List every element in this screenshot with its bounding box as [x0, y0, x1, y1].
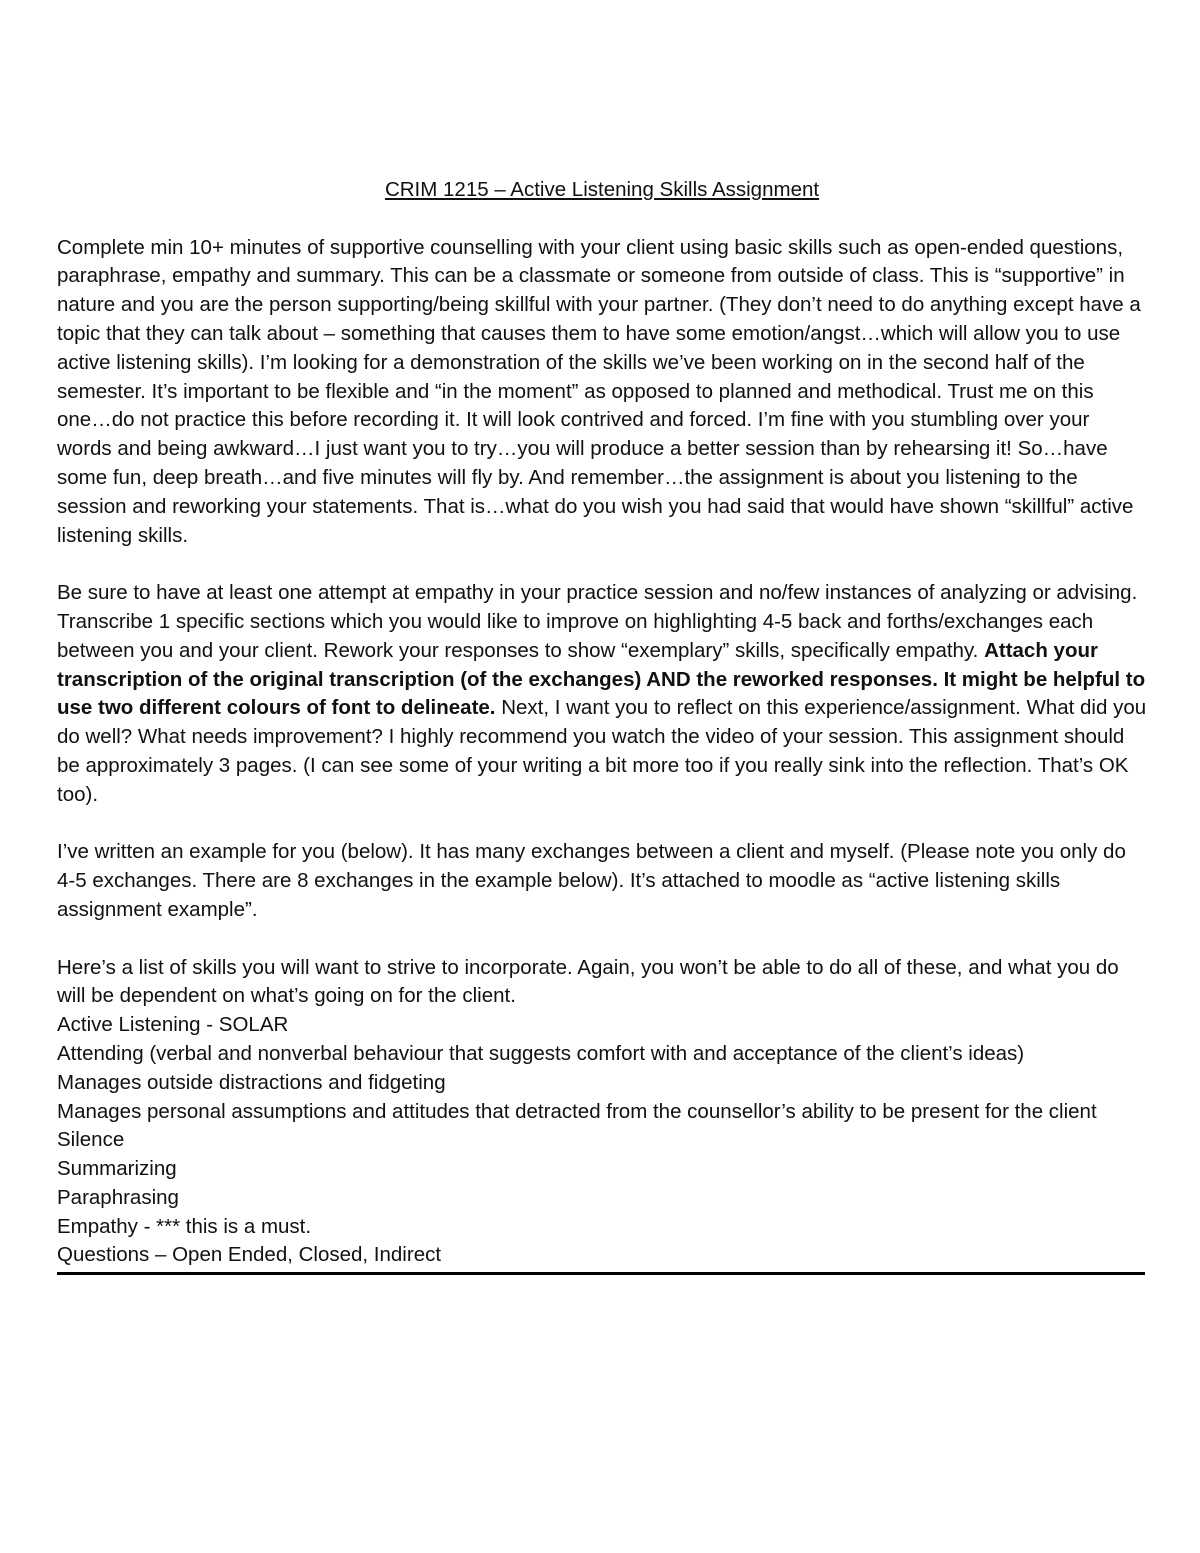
list-item: Questions – Open Ended, Closed, Indirect	[57, 1243, 442, 1267]
example-paragraph: I’ve written an example for you (below). It has many exchanges between a client and myself. (Please note you only do 4-5 exchanges. There are 8 exchanges in the example below). It’s attached to moodle as “active listening skills assignment example”.	[57, 840, 1126, 921]
skills-list	[57, 1011, 1147, 1270]
list-item: Summarizing	[57, 1157, 177, 1181]
skills-intro-paragraph: Here’s a list of skills you will want to strive to incorporate. Again, you won’t be able to do all of these, and what you do will be dependent on what’s going on for the client.	[57, 955, 1119, 1008]
instructions-text-end: Next, I want you to reflect on this experience/assignment. What did you do well? What needs improvement? I highly recommend you watch the video of your session. This assignment should be approximately 3 pages. (I can see some of your writing a bit more too if you really sink into the reflection. That’s OK too).	[57, 696, 1147, 806]
list-item: Manages personal assumptions and attitudes that detracted from the counsellor’s ability to be present for the client	[57, 1099, 1097, 1123]
instructions-bold-text: Attach your transcription of the original transcription (of the exchanges) AND the reworked responses. It might be helpful to use two different colours of font to delineate.	[57, 638, 1146, 720]
list-item: Empathy - *** this is a must.	[57, 1214, 312, 1238]
list-item: Silence	[57, 1128, 125, 1152]
list-item: Attending (verbal and nonverbal behaviour that suggests comfort with and acceptance of the client’s ideas)	[57, 1041, 1025, 1065]
list-item: Manages outside distractions and fidgeting	[57, 1070, 446, 1094]
document-body	[57, 176, 1147, 1275]
list-item: Paraphrasing	[57, 1185, 179, 1209]
horizontal-rule	[57, 1272, 1145, 1275]
instructions-paragraph	[57, 579, 1147, 809]
list-item: Active Listening - SOLAR	[57, 1013, 289, 1037]
intro-paragraph: Complete min 10+ minutes of supportive counselling with your client using basic skills such as open-ended questions, paraphrase, empathy and summary. This can be a classmate or someone from outside of class. This is “supportive” in nature and you are the person supporting/being skillful with your partner. (They don’t need to do anything except have a topic that they can talk about – something that causes them to have some emotion/angst…which will allow you to use active listening skills). I’m looking for a demonstration of the skills we’ve been working on in the second half of the semester. It’s important to be flexible and “in the moment” as opposed to planned and methodical. Trust me on this one…do not practice this before recording it. It will look contrived and forced. I’m fine with you stumbling over your words and being awkward…I just want you to try…you will produce a better session than by rehearsing it! So…have some fun, deep breath…and five minutes will fly by. And remember…the assignment is about you listening to the session and reworking your statements. That is…what do you wish you had said that would have shown “skillful” active listening skills.	[57, 235, 1141, 547]
instructions-text-start: Be sure to have at least one attempt at empathy in your practice session and no/few instances of analyzing or advising. Transcribe 1 specific sections which you would like to improve on highlighting 4-5 back and forths/exchanges each between you and your client. Rework your responses to show “exemplary” skills, specifically empathy.	[57, 581, 1138, 662]
document-title: CRIM 1215 – Active Listening Skills Assignment	[384, 178, 820, 201]
